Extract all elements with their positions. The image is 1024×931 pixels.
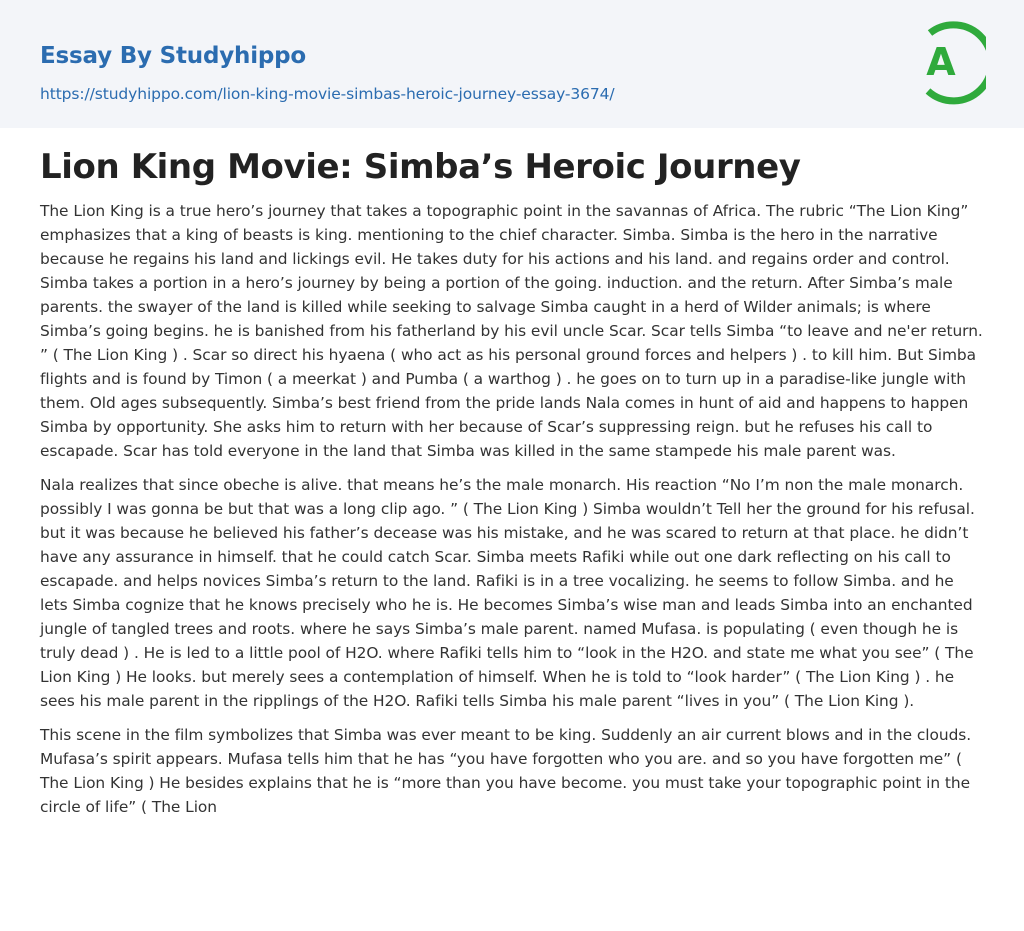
logo-letter: A [926,40,956,84]
essay-paragraph: Nala realizes that since obeche is alive. that means he’s the male monarch. His reaction “No I’m non the male monarch. possibly I was gonna be but that was a long clip ago. ” ( The Lion King ) Simba wouldn’t Tell her the ground for his refusal. but it was because he believed his father’s decease was his mistake, and he was scared to return at that place. he didn’t have any assurance in himself. that he could catch Scar. Simba meets Rafiki while out one dark reflecting on his call to escapade. and helps novices Simba’s return to the land. Rafiki is in a tree vocalizing. he seems to follow Simba. and he lets Simba cognize that he knows precisely who he is. He becomes Simba’s wise man and leads Simba into an enchanted jungle of tangled trees and roots. where he says Simba’s male parent. named Mufasa. is populating ( even though he is truly dead ) . He is led to a little pool of H2O. where Rafiki tells him to “look in the H2O. and state me what you see” ( The Lion King ) He looks. but merely sees a contemplation of himself. When he is told to “look harder” ( The Lion King ) . he sees his male parent in the ripplings of the H2O. Rafiki tells Simba his male parent “lives in you” ( The Lion King ). [40,476,975,710]
essay-paragraph: This scene in the film symbolizes that Simba was ever meant to be king. Suddenly an air current blows and in the clouds. Mufasa’s spirit appears. Mufasa tells him that he has “you have forgotten who you are. and so you have forgotten me” ( The Lion King ) He besides explains that he is “more than you have become. you must take your topographic point in the circle of life” ( The Lion [40,726,972,816]
site-brand[interactable]: Essay By Studyhippo [40,43,307,69]
essay-url-link[interactable]: https://studyhippo.com/lion-king-movie-simbas-heroic-journey-essay-3674/ [40,85,615,103]
essay-paragraph: The Lion King is a true hero’s journey that takes a topographic point in the savannas of Africa. The rubric “The Lion King” emphasizes that a king of beasts is king. mentioning to the chief character. Simba. Simba is the hero in the narrative because he regains his land and lickings evil. He takes duty for his actions and his land. and regains order and control. Simba takes a portion in a hero’s journey by being a portion of the going. induction. and the return. After Simba’s male parents. the swayer of the land is killed while seeking to salvage Simba caught in a herd of Wilder animals; is where Simba’s going begins. he is banished from his fatherland by his evil uncle Scar. Scar tells Simba “to leave and ne'er return. ” ( The Lion King ) . Scar so direct his hyaena ( who act as his personal ground forces and helpers ) . to kill him. But Simba flights and is found by Timon ( a meerkat ) and Pumba ( a warthog ) . he goes on to turn up in a paradise-like jungle with them. Old ages subsequently. Simba’s best friend from the pride lands Nala comes in hunt of aid and happens to happen Simba by opportunity. She asks him to return with her because of Scar’s suppressing reign. but he refuses his call to escapade. Scar has told everyone in the land that Simba was killed in the same stampede his male parent was. [40,202,983,460]
studyhippo-logo-icon[interactable] [914,18,986,106]
essay-content [0,147,1024,819]
essay-title: Lion King Movie: Simba’s Heroic Journey [40,147,801,187]
site-header [0,0,1024,128]
